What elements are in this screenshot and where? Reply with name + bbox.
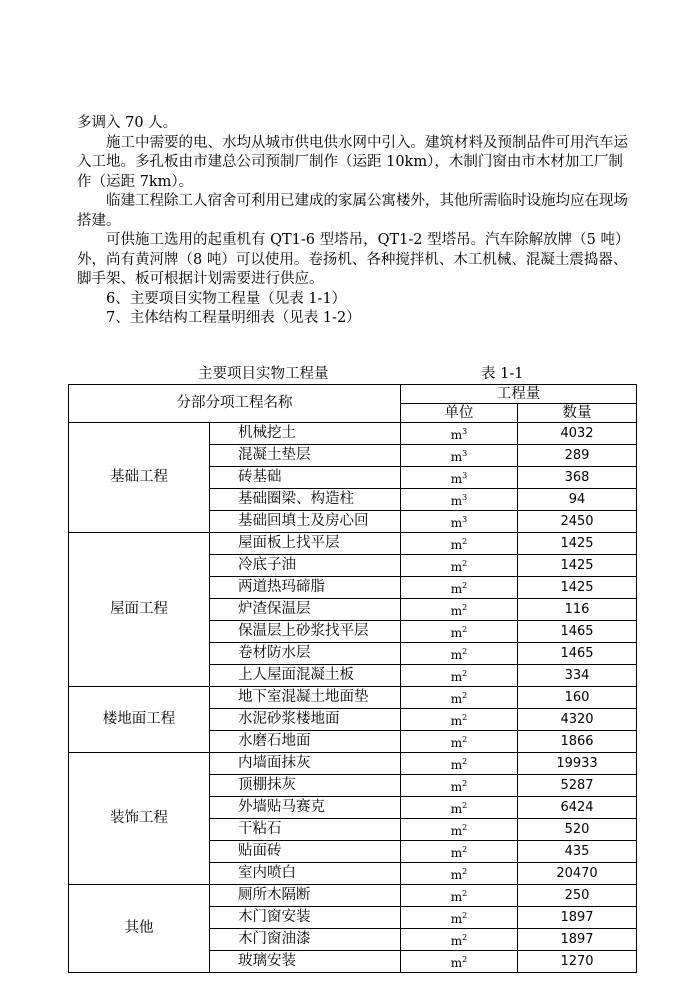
unit-cell — [401, 445, 518, 467]
unit-exponent: 3 — [462, 515, 468, 524]
item-name-cell: 卷材防水层 — [210, 643, 401, 665]
item-name-cell: 外墙贴马赛克 — [210, 797, 401, 819]
quantity-cell: 6424 — [518, 797, 637, 819]
unit-base: m — [450, 956, 463, 970]
unit-base: m — [450, 582, 463, 596]
unit-exponent: 2 — [462, 867, 468, 876]
paragraph: 7、主体结构工程量明细表（见表 1-2） — [106, 310, 361, 326]
unit-cell — [401, 863, 518, 885]
unit-exponent: 2 — [462, 713, 468, 722]
unit-base: m — [450, 472, 463, 486]
item-name-cell: 贴面砖 — [210, 841, 401, 863]
item-name-cell: 厕所木隔断 — [210, 885, 401, 907]
paragraph: 临建工程除工人宿舍可利用已建成的家属公寓楼外，其他所需临时设施均应在现场搭建。 — [77, 193, 628, 229]
quantity-cell: 1866 — [518, 731, 637, 753]
unit-exponent: 2 — [462, 625, 468, 634]
quantity-cell: 1465 — [518, 643, 637, 665]
unit-cell — [401, 599, 518, 621]
item-name-cell: 屋面板上找平层 — [210, 533, 401, 555]
quantity-cell: 5287 — [518, 775, 637, 797]
unit-cell — [401, 841, 518, 863]
unit-exponent: 2 — [462, 757, 468, 766]
unit-base: m — [450, 758, 463, 772]
unit-base: m — [450, 692, 463, 706]
unit-exponent: 2 — [462, 735, 468, 744]
item-name-cell: 水泥砂浆楼地面 — [210, 709, 401, 731]
unit-base: m — [450, 538, 463, 552]
quantity-cell: 1465 — [518, 621, 637, 643]
quantity-cell: 94 — [518, 489, 637, 511]
item-name-cell: 保温层上砂浆找平层 — [210, 621, 401, 643]
table-row — [69, 753, 637, 775]
unit-exponent: 2 — [462, 647, 468, 656]
item-name-cell: 干粘石 — [210, 819, 401, 841]
unit-base: m — [450, 824, 463, 838]
unit-exponent: 2 — [462, 823, 468, 832]
unit-base: m — [450, 450, 463, 464]
unit-cell — [401, 753, 518, 775]
unit-cell — [401, 643, 518, 665]
unit-cell — [401, 687, 518, 709]
quantity-cell: 1425 — [518, 577, 637, 599]
quantity-cell: 1897 — [518, 907, 637, 929]
unit-cell — [401, 423, 518, 445]
unit-base: m — [450, 802, 463, 816]
unit-base: m — [450, 670, 463, 684]
unit-cell — [401, 665, 518, 687]
quantity-cell: 368 — [518, 467, 637, 489]
unit-base: m — [450, 868, 463, 882]
item-name-cell: 冷底子油 — [210, 555, 401, 577]
unit-exponent: 2 — [462, 955, 468, 964]
quantity-cell: 116 — [518, 599, 637, 621]
quantity-cell: 20470 — [518, 863, 637, 885]
unit-cell — [401, 775, 518, 797]
unit-base: m — [450, 780, 463, 794]
unit-cell — [401, 533, 518, 555]
unit-exponent: 2 — [462, 559, 468, 568]
unit-cell — [401, 555, 518, 577]
unit-base: m — [450, 934, 463, 948]
unit-exponent: 2 — [462, 669, 468, 678]
item-name-cell: 木门窗油漆 — [210, 929, 401, 951]
unit-base: m — [450, 626, 463, 640]
header-item-name: 分部分项工程名称 — [69, 385, 401, 423]
paragraph: 6、主要项目实物工程量（见表 1-1） — [106, 290, 347, 307]
table-row — [69, 423, 637, 445]
unit-base: m — [450, 736, 463, 750]
unit-exponent: 2 — [462, 911, 468, 920]
unit-cell — [401, 951, 518, 973]
item-name-cell: 顶棚抹灰 — [210, 775, 401, 797]
header-unit: 单位 — [401, 404, 518, 423]
unit-cell — [401, 467, 518, 489]
unit-cell — [401, 731, 518, 753]
unit-base: m — [450, 648, 463, 662]
unit-cell — [401, 929, 518, 951]
unit-base: m — [450, 516, 463, 530]
unit-exponent: 2 — [462, 845, 468, 854]
unit-cell — [401, 709, 518, 731]
quantity-table-body — [69, 385, 637, 973]
unit-base: m — [450, 428, 463, 442]
unit-cell — [401, 621, 518, 643]
unit-exponent: 2 — [462, 537, 468, 546]
table-row — [69, 885, 637, 907]
unit-exponent: 2 — [462, 581, 468, 590]
item-name-cell: 基础圈梁、构造柱 — [210, 489, 401, 511]
category-cell: 基础工程 — [69, 423, 210, 533]
unit-cell — [401, 577, 518, 599]
paragraph: 可供施工选用的起重机有 QT1-6 型塔吊，QT1-2 型塔吊。汽车除解放牌（5 吨）外，尚有黄河牌（8 吨）可以使用。卷扬机、各种搅拌机、木工机械、混凝土震捣器、脚手架、板可根据计划需要进行供应。 — [77, 232, 630, 287]
quantity-cell: 160 — [518, 687, 637, 709]
paragraph: 多调入 70 人。 — [77, 115, 178, 131]
item-name-cell: 基础回填土及房心回 — [210, 511, 401, 533]
paragraph: 施工中需要的电、水均从城市供电供水网中引入。建筑材料及预制品件可用汽车运入工地。多孔板由市建总公司预制厂制作（运距 10km），木制门窗由市木材加工厂制作（运距 7km）。 — [77, 134, 628, 190]
item-name-cell: 水磨石地面 — [210, 731, 401, 753]
unit-cell — [401, 885, 518, 907]
unit-cell — [401, 511, 518, 533]
quantity-cell: 334 — [518, 665, 637, 687]
item-name-cell: 混凝土垫层 — [210, 445, 401, 467]
quantity-cell: 19933 — [518, 753, 637, 775]
item-name-cell: 木门窗安装 — [210, 907, 401, 929]
unit-exponent: 2 — [462, 889, 468, 898]
table-row — [69, 687, 637, 709]
unit-base: m — [450, 494, 463, 508]
unit-exponent: 2 — [462, 691, 468, 700]
category-cell: 其他 — [69, 885, 210, 973]
unit-cell — [401, 489, 518, 511]
table-title: 主要项目实物工程量 — [198, 366, 329, 382]
unit-exponent: 3 — [462, 449, 468, 458]
quantity-cell: 1270 — [518, 951, 637, 973]
category-cell: 屋面工程 — [69, 533, 210, 687]
unit-exponent: 3 — [462, 427, 468, 436]
unit-exponent: 2 — [462, 779, 468, 788]
table-row — [69, 533, 637, 555]
unit-base: m — [450, 560, 463, 574]
category-cell: 楼地面工程 — [69, 687, 210, 753]
table-header-row-1 — [69, 385, 637, 404]
item-name-cell: 砖基础 — [210, 467, 401, 489]
item-name-cell: 地下室混凝土地面垫 — [210, 687, 401, 709]
item-name-cell: 上人屋面混凝土板 — [210, 665, 401, 687]
quantity-cell: 1425 — [518, 555, 637, 577]
quantity-cell: 250 — [518, 885, 637, 907]
quantity-cell: 1897 — [518, 929, 637, 951]
item-name-cell: 机械挖土 — [210, 423, 401, 445]
header-quantity-group: 工程量 — [401, 385, 637, 404]
unit-exponent: 2 — [462, 801, 468, 810]
table-number: 表 1-1 — [481, 366, 524, 382]
quantity-table — [68, 384, 637, 973]
body-text — [77, 114, 637, 329]
item-name-cell: 炉渣保温层 — [210, 599, 401, 621]
item-name-cell: 室内喷白 — [210, 863, 401, 885]
quantity-cell: 4320 — [518, 709, 637, 731]
unit-cell — [401, 907, 518, 929]
quantity-cell: 2450 — [518, 511, 637, 533]
unit-exponent: 2 — [462, 603, 468, 612]
header-qty: 数量 — [518, 404, 637, 423]
category-cell: 装饰工程 — [69, 753, 210, 885]
unit-base: m — [450, 714, 463, 728]
quantity-cell: 289 — [518, 445, 637, 467]
quantity-cell: 4032 — [518, 423, 637, 445]
quantity-cell: 1425 — [518, 533, 637, 555]
item-name-cell: 玻璃安装 — [210, 951, 401, 973]
quantity-cell: 435 — [518, 841, 637, 863]
unit-base: m — [450, 912, 463, 926]
quantity-cell: 520 — [518, 819, 637, 841]
unit-cell — [401, 797, 518, 819]
unit-base: m — [450, 604, 463, 618]
unit-exponent: 2 — [462, 933, 468, 942]
item-name-cell: 内墙面抹灰 — [210, 753, 401, 775]
unit-exponent: 3 — [462, 493, 468, 502]
unit-exponent: 3 — [462, 471, 468, 480]
unit-base: m — [450, 846, 463, 860]
item-name-cell: 两道热玛碲脂 — [210, 577, 401, 599]
unit-base: m — [450, 890, 463, 904]
unit-cell — [401, 819, 518, 841]
